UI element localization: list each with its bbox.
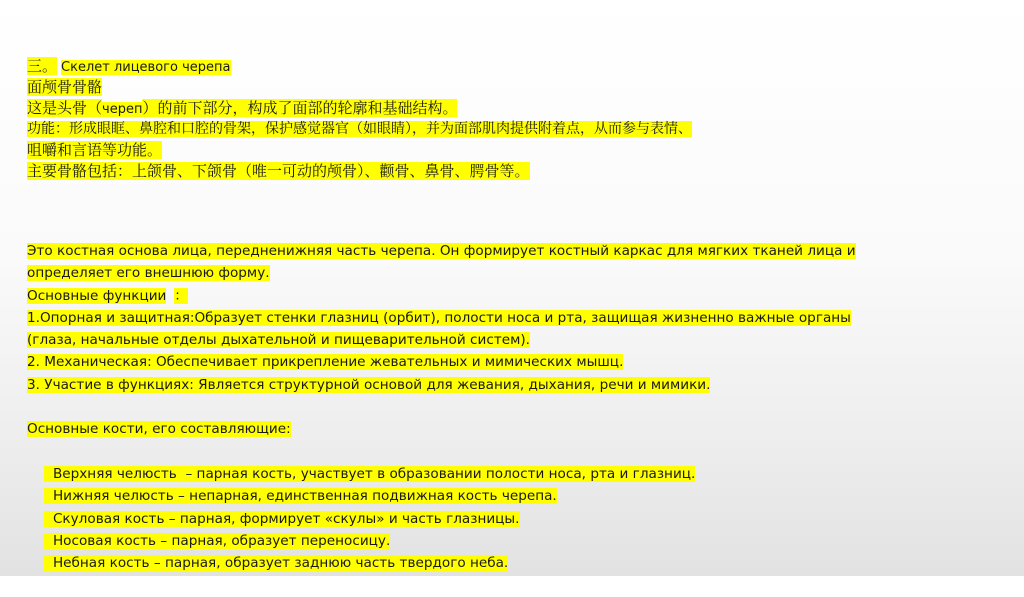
bone-item-text: Носовая кость – парная, образует переносицу. (44, 532, 391, 549)
function-2-text: 2. Механическая: Обеспечивает прикрепление жевательных и мимических мышц. (27, 354, 624, 371)
intro-post: ）的前下部分，构成了面部的轮廓和基础结构。 (142, 99, 458, 117)
section-heading-ru: Скелет лицевого черепа (61, 60, 231, 75)
function-1-line-2 (27, 329, 856, 351)
bone-item-text: Нижняя челюсть – непарная, единственная подвижная кость черепа. (44, 488, 557, 505)
function-1-line-1 (27, 307, 856, 329)
intro-pre: 这是头骨（ (27, 99, 103, 117)
bones-label: Основные кости, его составляющие: (27, 421, 291, 438)
function-line-1 (27, 119, 692, 140)
function-3-text: 3. Участие в функциях: Является структурной основой для жевания, дыхания, речи и мимики. (27, 376, 711, 393)
description-text-1: Это костная основа лица, передненижняя часть черепа. Он формирует костный каркас для мягких тканей лица и (27, 243, 856, 259)
description-text-2: определяет его внешнюю форму. (27, 265, 270, 282)
subtitle-text: 面颅骨骨骼 (27, 78, 103, 96)
spacer (27, 396, 856, 418)
chinese-section (27, 56, 692, 182)
functions-heading (27, 285, 856, 307)
function-2-line (27, 351, 856, 373)
function-text-2: 咀嚼和言语等功能。 (27, 141, 163, 159)
bone-item-text: Скуловая кость – парная, формирует «скулы» и часть глазницы. (44, 510, 520, 527)
intro-line (27, 98, 692, 119)
main-bones-text: 主要骨骼包括：上颌骨、下颌骨（唯一可动的颅骨）、颧骨、鼻骨、腭骨等。 (27, 162, 530, 180)
functions-colon: ： (174, 287, 188, 304)
function-text-1: 功能：形成眼眶、鼻腔和口腔的骨架，保护感觉器官（如眼睛），并为面部肌肉提供附着点，从而参与表情、 (27, 121, 692, 137)
bone-item-text: Верхняя челюсть – парная кость, участвует в образовании полости носа, рта и глазниц. (44, 465, 696, 482)
section-number: 三。 (27, 57, 58, 75)
section-subtitle (27, 77, 692, 98)
function-1-text-1: 1.Опорная и защитная:Образует стенки глазниц (орбит), полости носа и рта, защищая жизненно важные органы (27, 309, 851, 326)
bone-item-text: Небная кость – парная, образует заднюю часть твердого неба. (44, 555, 509, 572)
main-bones-line (27, 161, 692, 182)
russian-section (27, 240, 856, 572)
function-line-2 (27, 140, 692, 161)
function-3-line (27, 374, 856, 396)
function-1-text-2: (глаза, начальные отделы дыхательной и пищеварительной систем). (27, 332, 530, 349)
description-line-1 (27, 240, 856, 262)
description-line-2 (27, 262, 856, 284)
functions-label: Основные функции (27, 287, 167, 304)
bones-heading (27, 418, 856, 440)
section-heading (27, 56, 692, 77)
bone-item (27, 441, 856, 482)
intro-word: череп (102, 102, 143, 117)
